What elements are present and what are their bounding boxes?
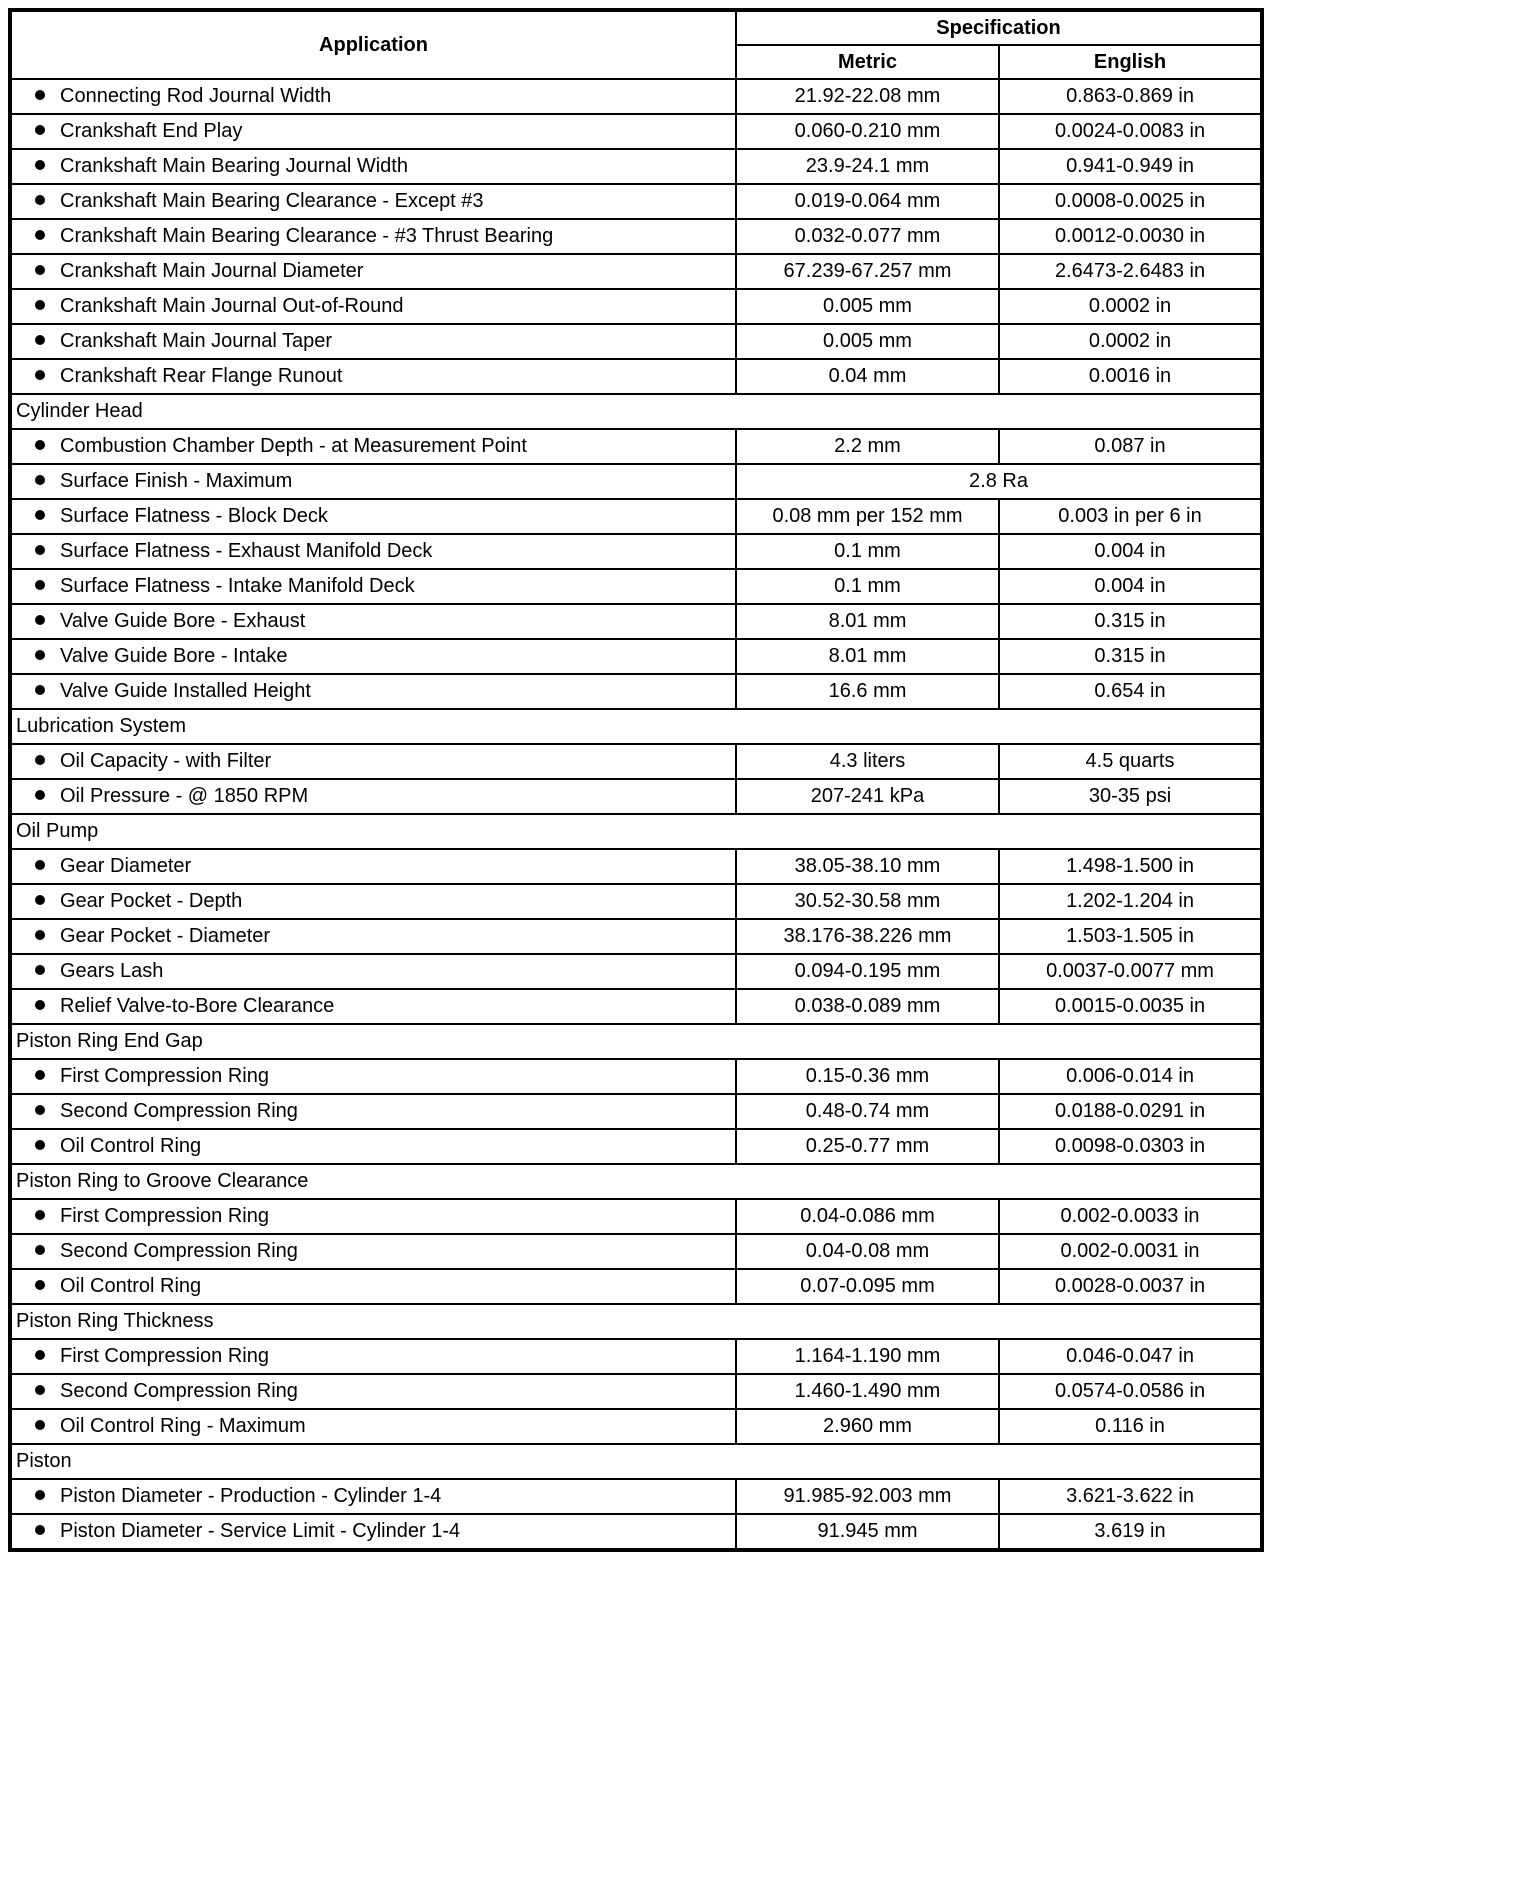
application-cell (10, 849, 736, 884)
english-value-cell: 2.6473-2.6483 in (999, 254, 1262, 289)
table-row (10, 359, 1262, 394)
application-cell (10, 1234, 736, 1269)
section-row (10, 1304, 1262, 1339)
section-title: Lubrication System (10, 709, 1262, 744)
application-label: Oil Capacity - with Filter (60, 750, 272, 772)
application-cell (10, 779, 736, 814)
metric-value-cell: 30.52-30.58 mm (736, 884, 999, 919)
metric-value-cell: 0.005 mm (736, 289, 999, 324)
english-value-cell: 4.5 quarts (999, 744, 1262, 779)
table-row (10, 954, 1262, 989)
application-column-header: Application (10, 10, 736, 79)
bullet-icon (35, 930, 45, 940)
metric-value-cell: 91.945 mm (736, 1514, 999, 1550)
bullet-icon (35, 1350, 45, 1360)
application-label: Connecting Rod Journal Width (60, 85, 332, 107)
specification-column-header: Specification (736, 10, 1262, 45)
application-label: Piston Diameter - Service Limit - Cylinder 1-4 (60, 1520, 461, 1542)
metric-value-cell: 0.15-0.36 mm (736, 1059, 999, 1094)
english-column-header: English (999, 45, 1262, 79)
table-row (10, 674, 1262, 709)
section-row (10, 709, 1262, 744)
table-row (10, 884, 1262, 919)
bullet-icon (35, 1140, 45, 1150)
metric-value-cell: 207-241 kPa (736, 779, 999, 814)
section-title: Piston (10, 1444, 1262, 1479)
metric-value-cell: 0.48-0.74 mm (736, 1094, 999, 1129)
english-value-cell: 0.002-0.0033 in (999, 1199, 1262, 1234)
bullet-icon (35, 545, 45, 555)
specification-table (8, 8, 1264, 1552)
metric-value-cell: 21.92-22.08 mm (736, 79, 999, 114)
bullet-icon (35, 370, 45, 380)
application-cell (10, 1094, 736, 1129)
metric-value-cell: 0.25-0.77 mm (736, 1129, 999, 1164)
metric-value-cell: 38.176-38.226 mm (736, 919, 999, 954)
table-header (10, 10, 1262, 79)
bullet-icon (35, 965, 45, 975)
bullet-icon (35, 895, 45, 905)
english-value-cell: 0.002-0.0031 in (999, 1234, 1262, 1269)
bullet-icon (35, 1070, 45, 1080)
table-row (10, 1409, 1262, 1444)
table-row (10, 219, 1262, 254)
table-row (10, 569, 1262, 604)
application-label: Crankshaft Main Journal Out-of-Round (60, 295, 404, 317)
application-cell (10, 254, 736, 289)
metric-value-cell: 0.08 mm per 152 mm (736, 499, 999, 534)
metric-value-cell: 0.1 mm (736, 534, 999, 569)
metric-value-cell: 0.07-0.095 mm (736, 1269, 999, 1304)
table-row (10, 1059, 1262, 1094)
application-label: Crankshaft Rear Flange Runout (60, 365, 343, 387)
english-value-cell: 0.087 in (999, 429, 1262, 464)
table-body (10, 79, 1262, 1550)
table-row (10, 919, 1262, 954)
section-row (10, 1024, 1262, 1059)
metric-value-cell: 8.01 mm (736, 639, 999, 674)
metric-value-cell: 0.04 mm (736, 359, 999, 394)
bullet-icon (35, 1210, 45, 1220)
application-label: Oil Control Ring - Maximum (60, 1415, 306, 1437)
application-cell (10, 114, 736, 149)
application-label: Gear Pocket - Depth (60, 890, 243, 912)
application-cell (10, 884, 736, 919)
bullet-icon (35, 265, 45, 275)
section-row (10, 394, 1262, 429)
application-label: Oil Control Ring (60, 1275, 202, 1297)
table-row (10, 1234, 1262, 1269)
application-label: Gear Pocket - Diameter (60, 925, 271, 947)
metric-value-cell: 2.2 mm (736, 429, 999, 464)
bullet-icon (35, 650, 45, 660)
application-label: Second Compression Ring (60, 1240, 298, 1262)
application-cell (10, 1269, 736, 1304)
table-row (10, 1094, 1262, 1129)
english-value-cell: 0.0188-0.0291 in (999, 1094, 1262, 1129)
english-value-cell: 1.498-1.500 in (999, 849, 1262, 884)
application-cell (10, 324, 736, 359)
table-row (10, 254, 1262, 289)
english-value-cell: 0.0015-0.0035 in (999, 989, 1262, 1024)
english-value-cell: 0.315 in (999, 604, 1262, 639)
application-label: Crankshaft Main Bearing Journal Width (60, 155, 408, 177)
english-value-cell: 0.0037-0.0077 mm (999, 954, 1262, 989)
english-value-cell: 1.503-1.505 in (999, 919, 1262, 954)
metric-column-header: Metric (736, 45, 999, 79)
metric-value-cell: 4.3 liters (736, 744, 999, 779)
metric-value-cell: 16.6 mm (736, 674, 999, 709)
table-row (10, 1339, 1262, 1374)
application-cell (10, 1129, 736, 1164)
table-row (10, 779, 1262, 814)
metric-value-cell: 1.460-1.490 mm (736, 1374, 999, 1409)
application-cell (10, 1059, 736, 1094)
english-value-cell: 0.116 in (999, 1409, 1262, 1444)
bullet-icon (35, 755, 45, 765)
english-value-cell: 0.0016 in (999, 359, 1262, 394)
table-row (10, 324, 1262, 359)
application-label: Surface Finish - Maximum (60, 470, 293, 492)
metric-value-cell: 8.01 mm (736, 604, 999, 639)
application-cell (10, 1199, 736, 1234)
table-row (10, 744, 1262, 779)
application-cell (10, 359, 736, 394)
application-cell (10, 1374, 736, 1409)
table-row (10, 464, 1262, 499)
bullet-icon (35, 300, 45, 310)
metric-value-cell: 0.005 mm (736, 324, 999, 359)
bullet-icon (35, 1385, 45, 1395)
application-cell (10, 1339, 736, 1374)
metric-value-cell: 0.1 mm (736, 569, 999, 604)
bullet-icon (35, 440, 45, 450)
metric-value-cell: 38.05-38.10 mm (736, 849, 999, 884)
english-value-cell: 1.202-1.204 in (999, 884, 1262, 919)
application-label: Relief Valve-to-Bore Clearance (60, 995, 335, 1017)
metric-value-cell: 23.9-24.1 mm (736, 149, 999, 184)
application-cell (10, 1514, 736, 1550)
application-label: Second Compression Ring (60, 1100, 298, 1122)
english-value-cell: 0.046-0.047 in (999, 1339, 1262, 1374)
english-value-cell: 0.863-0.869 in (999, 79, 1262, 114)
table-row (10, 639, 1262, 674)
application-label: Gear Diameter (60, 855, 192, 877)
metric-value-cell: 0.094-0.195 mm (736, 954, 999, 989)
bullet-icon (35, 195, 45, 205)
application-cell (10, 219, 736, 254)
bullet-icon (35, 860, 45, 870)
table-row (10, 114, 1262, 149)
application-label: Crankshaft End Play (60, 120, 243, 142)
metric-value-cell: 2.960 mm (736, 1409, 999, 1444)
application-label: Valve Guide Installed Height (60, 680, 311, 702)
bullet-icon (35, 790, 45, 800)
application-label: Crankshaft Main Bearing Clearance - Except #3 (60, 190, 484, 212)
metric-value-cell: 0.04-0.08 mm (736, 1234, 999, 1269)
bullet-icon (35, 1490, 45, 1500)
application-label: Second Compression Ring (60, 1380, 298, 1402)
english-value-cell: 0.0012-0.0030 in (999, 219, 1262, 254)
section-title: Piston Ring End Gap (10, 1024, 1262, 1059)
metric-value-cell: 0.032-0.077 mm (736, 219, 999, 254)
english-value-cell: 3.619 in (999, 1514, 1262, 1550)
bullet-icon (35, 230, 45, 240)
application-cell (10, 639, 736, 674)
header-row-top (10, 10, 1262, 45)
application-label: Surface Flatness - Block Deck (60, 505, 328, 527)
table-row (10, 1129, 1262, 1164)
metric-value-cell: 0.019-0.064 mm (736, 184, 999, 219)
application-cell (10, 569, 736, 604)
english-value-cell: 0.003 in per 6 in (999, 499, 1262, 534)
bullet-icon (35, 510, 45, 520)
section-row (10, 1164, 1262, 1199)
application-cell (10, 149, 736, 184)
bullet-icon (35, 580, 45, 590)
table-row (10, 989, 1262, 1024)
application-label: Valve Guide Bore - Intake (60, 645, 288, 667)
application-cell (10, 674, 736, 709)
english-value-cell: 0.006-0.014 in (999, 1059, 1262, 1094)
table-row (10, 184, 1262, 219)
document-page (8, 8, 1512, 1552)
english-value-cell: 0.315 in (999, 639, 1262, 674)
table-row (10, 604, 1262, 639)
table-row (10, 149, 1262, 184)
metric-value-cell: 0.038-0.089 mm (736, 989, 999, 1024)
section-title: Piston Ring Thickness (10, 1304, 1262, 1339)
application-label: Valve Guide Bore - Exhaust (60, 610, 306, 632)
application-cell (10, 534, 736, 569)
english-value-cell: 0.0574-0.0586 in (999, 1374, 1262, 1409)
metric-value-cell: 0.04-0.086 mm (736, 1199, 999, 1234)
application-label: Combustion Chamber Depth - at Measurement Point (60, 435, 527, 457)
bullet-icon (35, 160, 45, 170)
english-value-cell: 30-35 psi (999, 779, 1262, 814)
table-row (10, 429, 1262, 464)
english-value-cell: 3.621-3.622 in (999, 1479, 1262, 1514)
bullet-icon (35, 475, 45, 485)
english-value-cell: 0.004 in (999, 569, 1262, 604)
metric-value-cell: 0.060-0.210 mm (736, 114, 999, 149)
section-title: Cylinder Head (10, 394, 1262, 429)
table-row (10, 849, 1262, 884)
english-value-cell: 0.654 in (999, 674, 1262, 709)
table-row (10, 534, 1262, 569)
application-label: First Compression Ring (60, 1345, 269, 1367)
english-value-cell: 0.0002 in (999, 289, 1262, 324)
application-cell (10, 289, 736, 324)
bullet-icon (35, 615, 45, 625)
application-label: Oil Control Ring (60, 1135, 202, 1157)
table-row (10, 1479, 1262, 1514)
bullet-icon (35, 1525, 45, 1535)
english-value-cell: 0.941-0.949 in (999, 149, 1262, 184)
application-cell (10, 1479, 736, 1514)
english-value-cell: 0.0008-0.0025 in (999, 184, 1262, 219)
table-row (10, 289, 1262, 324)
table-row (10, 1269, 1262, 1304)
application-cell (10, 184, 736, 219)
combined-value-cell: 2.8 Ra (736, 464, 1262, 499)
english-value-cell: 0.0024-0.0083 in (999, 114, 1262, 149)
english-value-cell: 0.0002 in (999, 324, 1262, 359)
table-row (10, 1374, 1262, 1409)
bullet-icon (35, 1420, 45, 1430)
bullet-icon (35, 1280, 45, 1290)
bullet-icon (35, 1245, 45, 1255)
english-value-cell: 0.004 in (999, 534, 1262, 569)
bullet-icon (35, 125, 45, 135)
application-label: First Compression Ring (60, 1205, 269, 1227)
application-label: Gears Lash (60, 960, 164, 982)
application-cell (10, 954, 736, 989)
section-row (10, 1444, 1262, 1479)
application-cell (10, 429, 736, 464)
application-label: Crankshaft Main Bearing Clearance - #3 Thrust Bearing (60, 225, 554, 247)
english-value-cell: 0.0028-0.0037 in (999, 1269, 1262, 1304)
application-label: Piston Diameter - Production - Cylinder 1-4 (60, 1485, 442, 1507)
bullet-icon (35, 1105, 45, 1115)
application-cell (10, 604, 736, 639)
table-row (10, 79, 1262, 114)
application-label: Surface Flatness - Intake Manifold Deck (60, 575, 415, 597)
application-label: Crankshaft Main Journal Diameter (60, 260, 364, 282)
bullet-icon (35, 90, 45, 100)
metric-value-cell: 91.985-92.003 mm (736, 1479, 999, 1514)
application-label: First Compression Ring (60, 1065, 269, 1087)
section-title: Piston Ring to Groove Clearance (10, 1164, 1262, 1199)
application-cell (10, 464, 736, 499)
bullet-icon (35, 1000, 45, 1010)
application-cell (10, 744, 736, 779)
application-label: Surface Flatness - Exhaust Manifold Deck (60, 540, 433, 562)
application-cell (10, 989, 736, 1024)
table-row (10, 1199, 1262, 1234)
application-label: Crankshaft Main Journal Taper (60, 330, 332, 352)
application-cell (10, 499, 736, 534)
english-value-cell: 0.0098-0.0303 in (999, 1129, 1262, 1164)
bullet-icon (35, 685, 45, 695)
application-cell (10, 1409, 736, 1444)
application-cell (10, 79, 736, 114)
bullet-icon (35, 335, 45, 345)
table-row (10, 499, 1262, 534)
table-row (10, 1514, 1262, 1550)
section-title: Oil Pump (10, 814, 1262, 849)
application-cell (10, 919, 736, 954)
metric-value-cell: 67.239-67.257 mm (736, 254, 999, 289)
section-row (10, 814, 1262, 849)
metric-value-cell: 1.164-1.190 mm (736, 1339, 999, 1374)
application-label: Oil Pressure - @ 1850 RPM (60, 785, 309, 807)
